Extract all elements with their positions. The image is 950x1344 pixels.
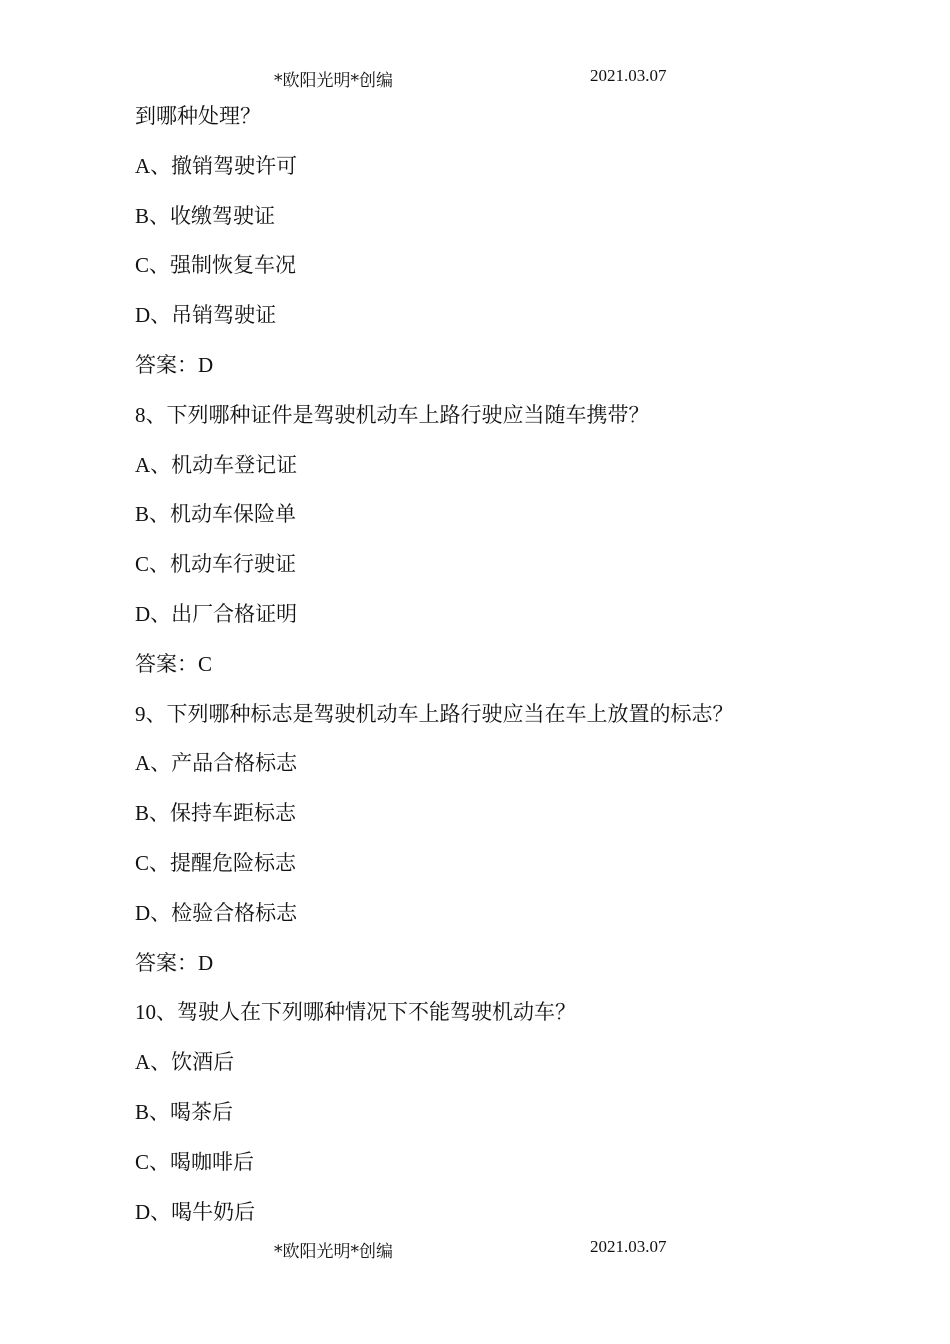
document-body: [135, 100, 855, 1245]
q9-option-a: A、产品合格标志: [135, 751, 298, 776]
q9-option-b: B、保持车距标志: [135, 801, 297, 826]
q7-option-a: A、撤销驾驶许可: [135, 153, 298, 178]
q8-question: 8、下列哪种证件是驾驶机动车上路行驶应当随车携带？: [135, 402, 650, 427]
q10-question: 10、驾驶人在下列哪种情况下不能驾驶机动车？: [135, 1000, 576, 1025]
footer-date: 2021.03.07: [590, 1237, 667, 1256]
q10-option-d: D、喝牛奶后: [135, 1199, 256, 1224]
page-header: [0, 66, 950, 90]
q10-option-a: A、饮酒后: [135, 1050, 235, 1075]
header-date: 2021.03.07: [590, 66, 667, 85]
footer-author: *欧阳光明*创编: [274, 1242, 393, 1262]
q8-answer: 答案：C: [135, 651, 213, 676]
header-author: *欧阳光明*创编: [274, 71, 393, 91]
q7-answer: 答案：D: [135, 352, 214, 377]
q9-answer: 答案：D: [135, 950, 214, 975]
q10-option-b: B、喝茶后: [135, 1099, 234, 1124]
q9-option-c: C、提醒危险标志: [135, 850, 297, 875]
q9-question: 9、下列哪种标志是驾驶机动车上路行驶应当在车上放置的标志？: [135, 701, 734, 726]
q8-option-b: B、机动车保险单: [135, 502, 297, 527]
q8-option-c: C、机动车行驶证: [135, 552, 297, 577]
q7-option-d: D、吊销驾驶证: [135, 303, 277, 328]
q7-option-c: C、强制恢复车况: [135, 253, 297, 278]
q10-option-c: C、喝咖啡后: [135, 1149, 255, 1174]
q7-option-b: B、收缴驾驶证: [135, 203, 276, 228]
q8-option-d: D、出厂合格证明: [135, 601, 298, 626]
q9-option-d: D、检验合格标志: [135, 900, 298, 925]
q8-option-a: A、机动车登记证: [135, 452, 298, 477]
question-continuation: 到哪种处理？: [135, 104, 261, 128]
page-footer: [0, 1237, 950, 1261]
